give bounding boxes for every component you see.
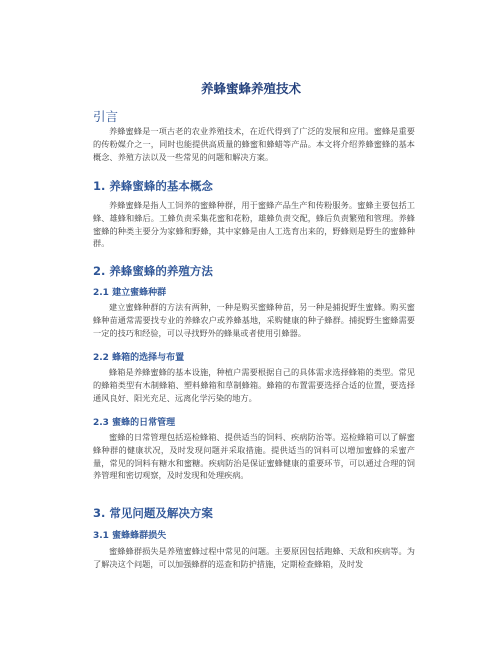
section-3-1-heading: 3.1 蜜蜂蜂群损失: [93, 531, 167, 541]
section-1-heading: 1. 养蜂蜜蜂的基本概念: [93, 179, 213, 193]
section-3-1-paragraph: 蜜蜂蜂群损失是养殖蜜蜂过程中常见的问题。主要原因包括跑蜂、天敌和疾病等。为了解决这个问题，可以加强蜂群的巡查和防护措施，定期检查蜂箱，及时发: [93, 546, 415, 569]
intro-paragraph: 养蜂蜜蜂是一项古老的农业养殖技术，在近代得到了广泛的发展和应用。蜜蜂是重要的传粉媒介之一，同时也能提供高质量的蜂蜜和蜂蜡等产品。本文将介绍养蜂蜜蜂的基本概念、养殖方法以及一些常见的问题和解决方案。: [93, 126, 415, 162]
section-2-2-heading: 2.2 蜂箱的选择与布置: [93, 353, 185, 363]
section-3-heading: 3. 常见问题及解决方案: [93, 506, 213, 520]
section-2-1-paragraph: 建立蜜蜂种群的方法有两种，一种是购买蜜蜂种苗，另一种是捕捉野生蜜蜂。购买蜜蜂种苗通常需要找专业的养蜂农户或养蜂基地，采购健康的种子蜂群。捕捉野生蜜蜂需要一定的技巧和经验，可以寻找野外的蜂巢或者使用引蜂器。: [93, 302, 415, 338]
section-1-paragraph: 养蜂蜜蜂是指人工饲养的蜜蜂种群，用于蜜蜂产品生产和传粉服务。蜜蜂主要包括工蜂、雄蜂和蜂后。工蜂负责采集花蜜和花粉，雄蜂负责交配，蜂后负责繁殖和管理。养蜂蜜蜂的种类主要分为家蜂和野蜂，其中家蜂是由人工选育出来的，野蜂则是野生的蜜蜂种群。: [93, 200, 415, 249]
section-2-2-paragraph: 蜂箱是养蜂蜜蜂的基本设施，种植户需要根据自己的具体需求选择蜂箱的类型。常见的蜂箱类型有木制蜂箱、塑料蜂箱和草制蜂箱。蜂箱的布置需要选择合适的位置，要选择通风良好、阳光充足、远离化学污染的地方。: [93, 367, 415, 403]
section-2-heading: 2. 养蜂蜜蜂的养殖方法: [93, 264, 213, 278]
intro-heading: 引言: [93, 109, 119, 124]
section-2-3-paragraph: 蜜蜂的日常管理包括巡检蜂箱、提供适当的饲料、疾病防治等。巡检蜂箱可以了解蜜蜂种群的健康状况，及时发现问题并采取措施。提供适当的饲料可以增加蜜蜂的采蜜产量，常见的饲料有糖水和蜜糖。疾病防治是保证蜜蜂健康的重要环节，可以通过合理的饲养管理和密切观察，及时发现和处理疾病。: [93, 432, 415, 481]
document-title: 养蜂蜜蜂养殖技术: [200, 81, 301, 96]
section-2-1-heading: 2.1 建立蜜蜂种群: [93, 288, 167, 298]
section-2-3-heading: 2.3 蜜蜂的日常管理: [93, 418, 176, 428]
